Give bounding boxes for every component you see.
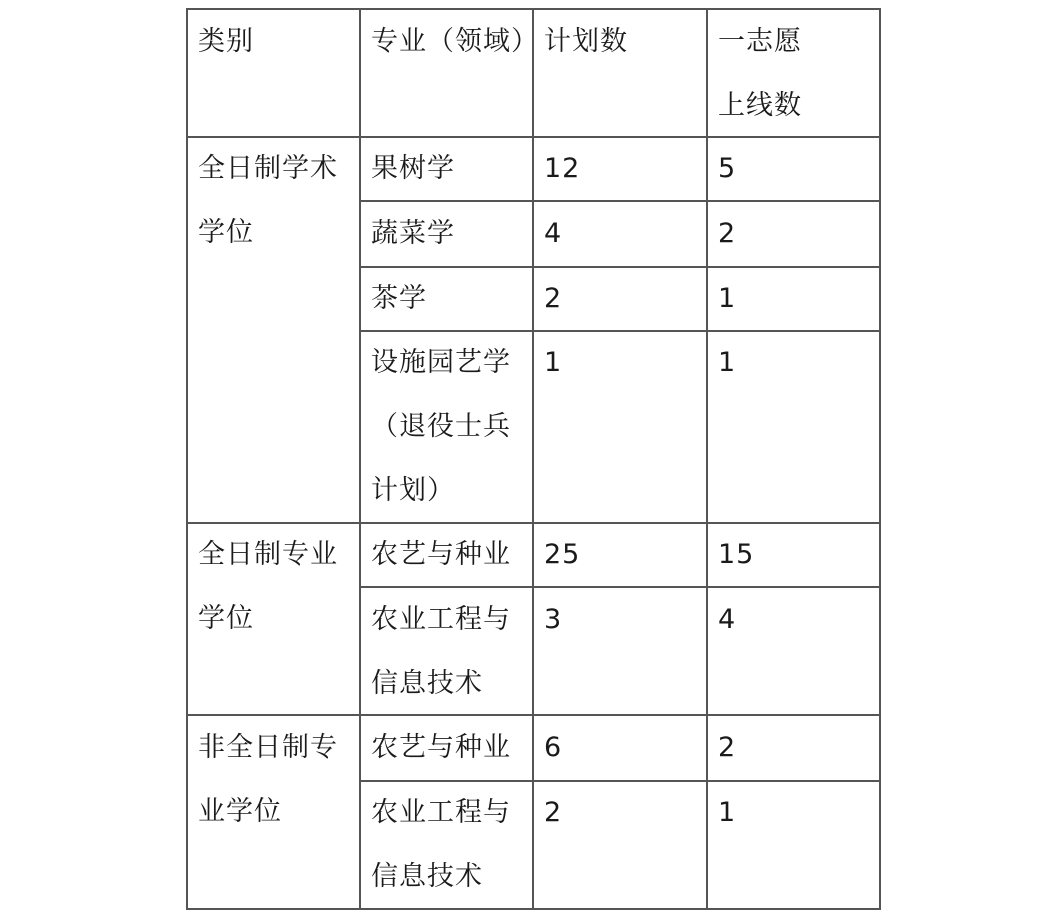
first-choice-count-cell: 1 bbox=[718, 797, 737, 828]
plan-count-cell: 6 bbox=[544, 732, 563, 763]
major-cell: 农业工程与 信息技术 bbox=[371, 797, 511, 892]
table-border-left bbox=[186, 8, 188, 910]
first-choice-count-cell: 1 bbox=[718, 283, 737, 314]
major-cell: 农艺与种业 bbox=[371, 539, 511, 570]
header-category: 类别 bbox=[198, 26, 254, 57]
column-divider bbox=[706, 8, 708, 910]
first-choice-count-cell: 2 bbox=[718, 218, 737, 249]
table-border-right bbox=[879, 8, 881, 910]
plan-count-cell: 12 bbox=[544, 153, 581, 184]
major-cell: 农业工程与 信息技术 bbox=[371, 604, 511, 699]
major-cell: 农艺与种业 bbox=[371, 732, 511, 763]
first-choice-count-cell: 15 bbox=[718, 539, 755, 570]
column-divider bbox=[359, 8, 361, 910]
first-choice-count-cell: 5 bbox=[718, 153, 737, 184]
category-cell: 全日制专业 学位 bbox=[198, 539, 338, 634]
major-cell: 蔬菜学 bbox=[371, 218, 455, 249]
header-plan-count: 计划数 bbox=[544, 26, 628, 57]
table-border-bottom bbox=[186, 908, 881, 910]
column-divider bbox=[532, 8, 534, 910]
plan-count-cell: 1 bbox=[544, 347, 563, 378]
plan-count-cell: 4 bbox=[544, 218, 563, 249]
major-cell: 茶学 bbox=[371, 283, 427, 314]
plan-count-cell: 2 bbox=[544, 797, 563, 828]
major-cell: 果树学 bbox=[371, 153, 455, 184]
header-major: 专业（领域） bbox=[371, 26, 539, 57]
plan-count-cell: 25 bbox=[544, 539, 581, 570]
category-cell: 全日制学术 学位 bbox=[198, 153, 338, 248]
plan-count-cell: 3 bbox=[544, 604, 563, 635]
row-divider bbox=[359, 266, 881, 268]
category-cell: 非全日制专 业学位 bbox=[198, 732, 338, 827]
first-choice-count-cell: 1 bbox=[718, 347, 737, 378]
plan-count-cell: 2 bbox=[544, 283, 563, 314]
first-choice-count-cell: 4 bbox=[718, 604, 737, 635]
header-first-choice-count: 一志愿 上线数 bbox=[718, 26, 802, 121]
first-choice-count-cell: 2 bbox=[718, 732, 737, 763]
major-cell: 设施园艺学 （退役士兵 计划） bbox=[371, 347, 511, 506]
